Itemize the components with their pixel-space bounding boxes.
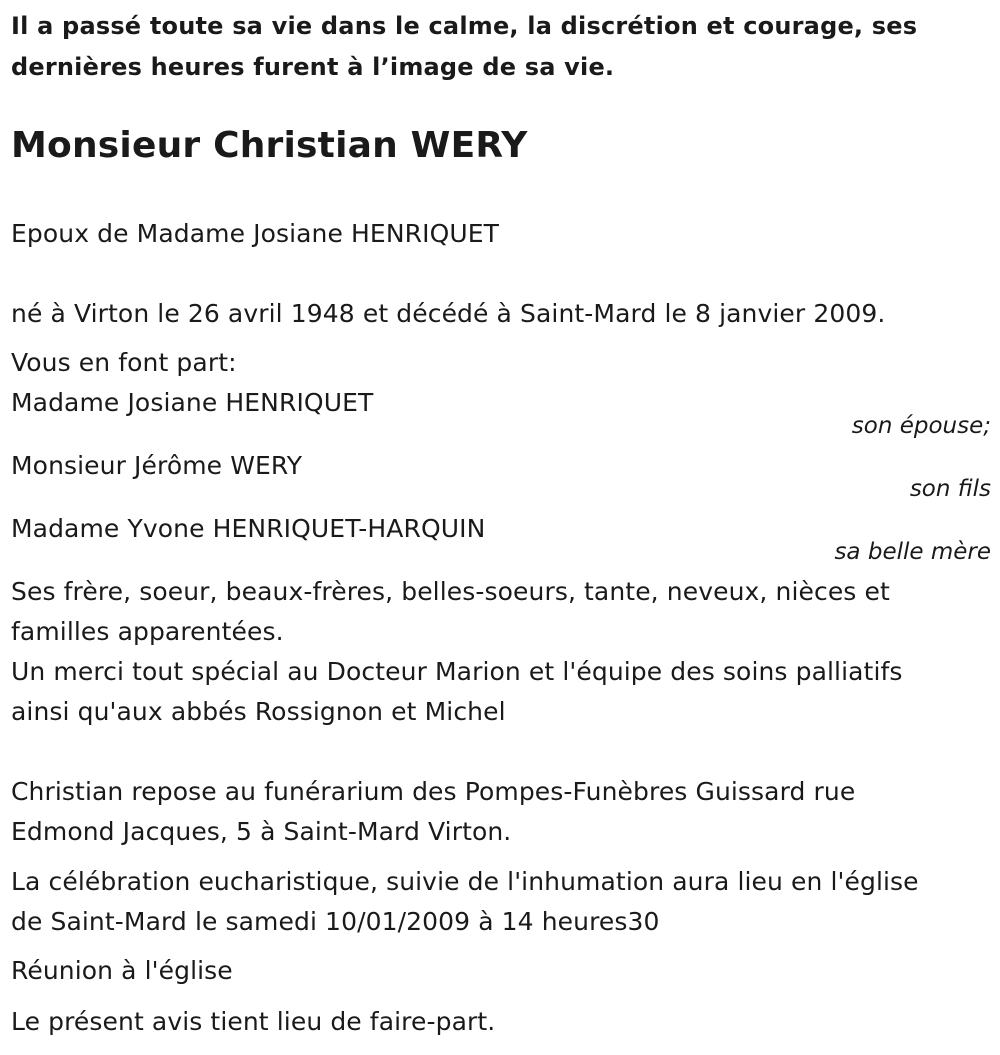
spouse-of-line: Epoux de Madame Josiane HENRIQUET bbox=[11, 219, 500, 248]
family-member-name: Madame Yvone HENRIQUET-HARQUIN bbox=[11, 514, 486, 543]
deceased-name: Monsieur Christian WERY bbox=[11, 125, 528, 166]
closing-line: Le présent avis tient lieu de faire-part. bbox=[11, 1007, 496, 1036]
opening-quote-line-1: Il a passé toute sa vie dans le calme, la discrétion et courage, ses bbox=[11, 12, 918, 40]
family-member-relation: son épouse; bbox=[851, 413, 991, 439]
announcers-intro: Vous en font part: bbox=[11, 348, 237, 377]
family-member-relation: sa belle mère bbox=[834, 539, 991, 565]
thanks-line-1: Un merci tout spécial au Docteur Marion et l'équipe des soins palliatifs bbox=[11, 657, 903, 686]
ceremony-line-2: de Saint-Mard le samedi 10/01/2009 à 14 heures30 bbox=[11, 907, 660, 936]
family-member-name: Madame Josiane HENRIQUET bbox=[11, 388, 374, 417]
birth-death-line: né à Virton le 26 avril 1948 et décédé à Saint-Mard le 8 janvier 2009. bbox=[11, 299, 886, 328]
relatives-line-2: familles apparentées. bbox=[11, 617, 284, 646]
family-member-name: Monsieur Jérôme WERY bbox=[11, 451, 303, 480]
ceremony-line-1: La célébration eucharistique, suivie de l'inhumation aura lieu en l'église bbox=[11, 867, 919, 896]
funeral-home-line-2: Edmond Jacques, 5 à Saint-Mard Virton. bbox=[11, 817, 512, 846]
thanks-line-2: ainsi qu'aux abbés Rossignon et Michel bbox=[11, 697, 506, 726]
family-member-relation: son fils bbox=[909, 476, 991, 502]
relatives-line-1: Ses frère, soeur, beaux-frères, belles-soeurs, tante, neveux, nièces et bbox=[11, 577, 890, 606]
opening-quote-line-2: dernières heures furent à l’image de sa vie. bbox=[11, 53, 615, 81]
meeting-line: Réunion à l'église bbox=[11, 956, 233, 985]
funeral-home-line-1: Christian repose au funérarium des Pompes-Funèbres Guissard rue bbox=[11, 777, 856, 806]
